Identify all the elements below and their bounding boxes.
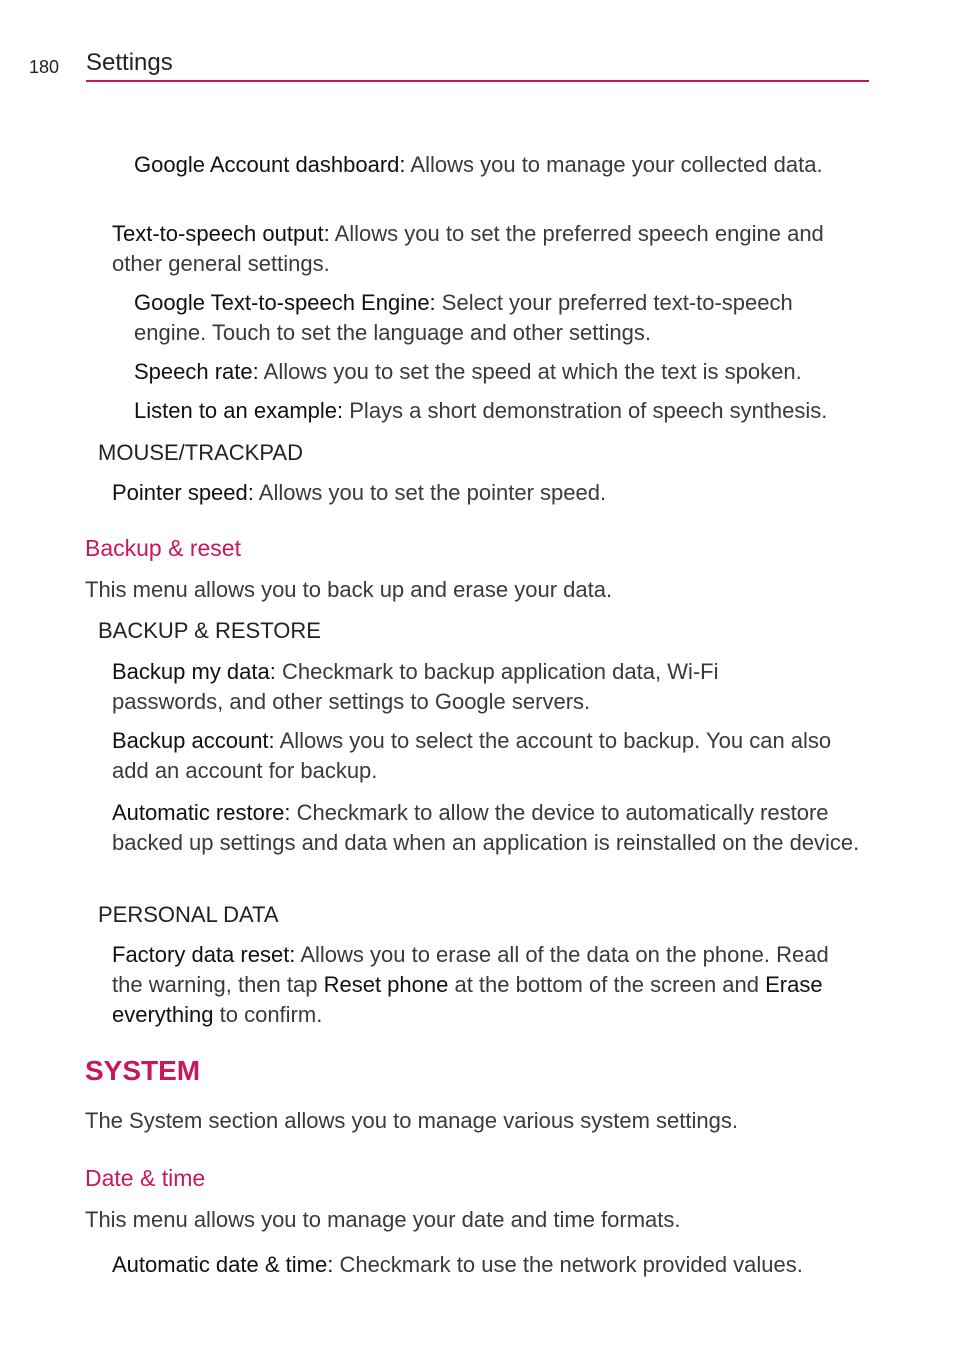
item-term: Automatic restore:	[112, 800, 291, 825]
google-tts-engine-item	[134, 288, 859, 348]
item-term: Factory data reset:	[112, 942, 296, 967]
item-description: Allows you to select the account to backup. You can also add an account for backup.	[112, 728, 832, 783]
item-description: Checkmark to use the network provided values.	[333, 1252, 803, 1277]
personal-data-caption: PERSONAL DATA	[98, 902, 279, 927]
text-to-speech-item	[112, 219, 857, 279]
item-term: Backup my data:	[112, 659, 276, 684]
speech-rate-item	[134, 357, 894, 387]
system-heading: SYSTEM	[85, 1055, 201, 1086]
header-rule	[86, 80, 869, 82]
google-account-dashboard-item	[134, 150, 854, 180]
item-term: Backup account:	[112, 728, 275, 753]
item-description: Allows you to set the preferred speech engine and other general settings.	[112, 221, 824, 276]
listen-example-item	[134, 396, 904, 426]
backup-account-item	[112, 726, 852, 786]
item-description: Select your preferred text-to-speech engine. Touch to set the language and other settings.	[134, 290, 793, 345]
item-term: Google Account dashboard:	[134, 152, 406, 177]
backup-restore-caption: BACKUP & RESTORE	[98, 618, 321, 643]
item-term: Google Text-to-speech Engine:	[134, 290, 436, 315]
backup-my-data-item	[112, 657, 792, 717]
backup-reset-heading: Backup & reset	[85, 535, 241, 561]
running-head: Settings	[86, 49, 173, 76]
item-term: Listen to an example:	[134, 398, 344, 423]
item-term: Pointer speed:	[112, 480, 254, 505]
automatic-restore-item	[112, 798, 867, 858]
date-time-heading: Date & time	[85, 1165, 206, 1191]
mouse-trackpad-caption: MOUSE/TRACKPAD	[98, 440, 303, 465]
pointer-speed-item	[112, 478, 882, 508]
item-description: at the bottom of the screen and	[448, 972, 766, 997]
reset-phone-label: Reset phone	[323, 972, 449, 997]
item-description: Allows you to manage your collected data.	[405, 152, 823, 177]
item-description: Allows you to set the speed at which the text is spoken.	[258, 359, 802, 384]
item-description: Allows you to set the pointer speed.	[253, 480, 607, 505]
page-number: 180	[29, 57, 60, 77]
item-term: Text-to-speech output:	[112, 221, 330, 246]
item-description: Plays a short demonstration of speech synthesis.	[343, 398, 828, 423]
item-description: Checkmark to allow the device to automatically restore backed up settings and data when an application is reinstalled on the device.	[112, 800, 860, 855]
backup-intro: This menu allows you to back up and erase your data.	[85, 577, 613, 602]
item-description: Allows you to erase all of the data on the phone. Read the warning, then tap	[112, 942, 829, 997]
automatic-date-time-item	[112, 1250, 912, 1280]
factory-data-reset-item	[112, 940, 842, 1030]
system-intro: The System section allows you to manage various system settings.	[85, 1108, 738, 1133]
item-term: Speech rate:	[134, 359, 259, 384]
item-description: to confirm.	[213, 1002, 323, 1027]
date-time-intro: This menu allows you to manage your date and time formats.	[85, 1207, 681, 1232]
item-description: Checkmark to backup application data, Wi-Fi passwords, and other settings to Google servers.	[112, 659, 719, 714]
erase-everything-label: Erase everything	[112, 972, 823, 1027]
item-term: Automatic date & time:	[112, 1252, 334, 1277]
